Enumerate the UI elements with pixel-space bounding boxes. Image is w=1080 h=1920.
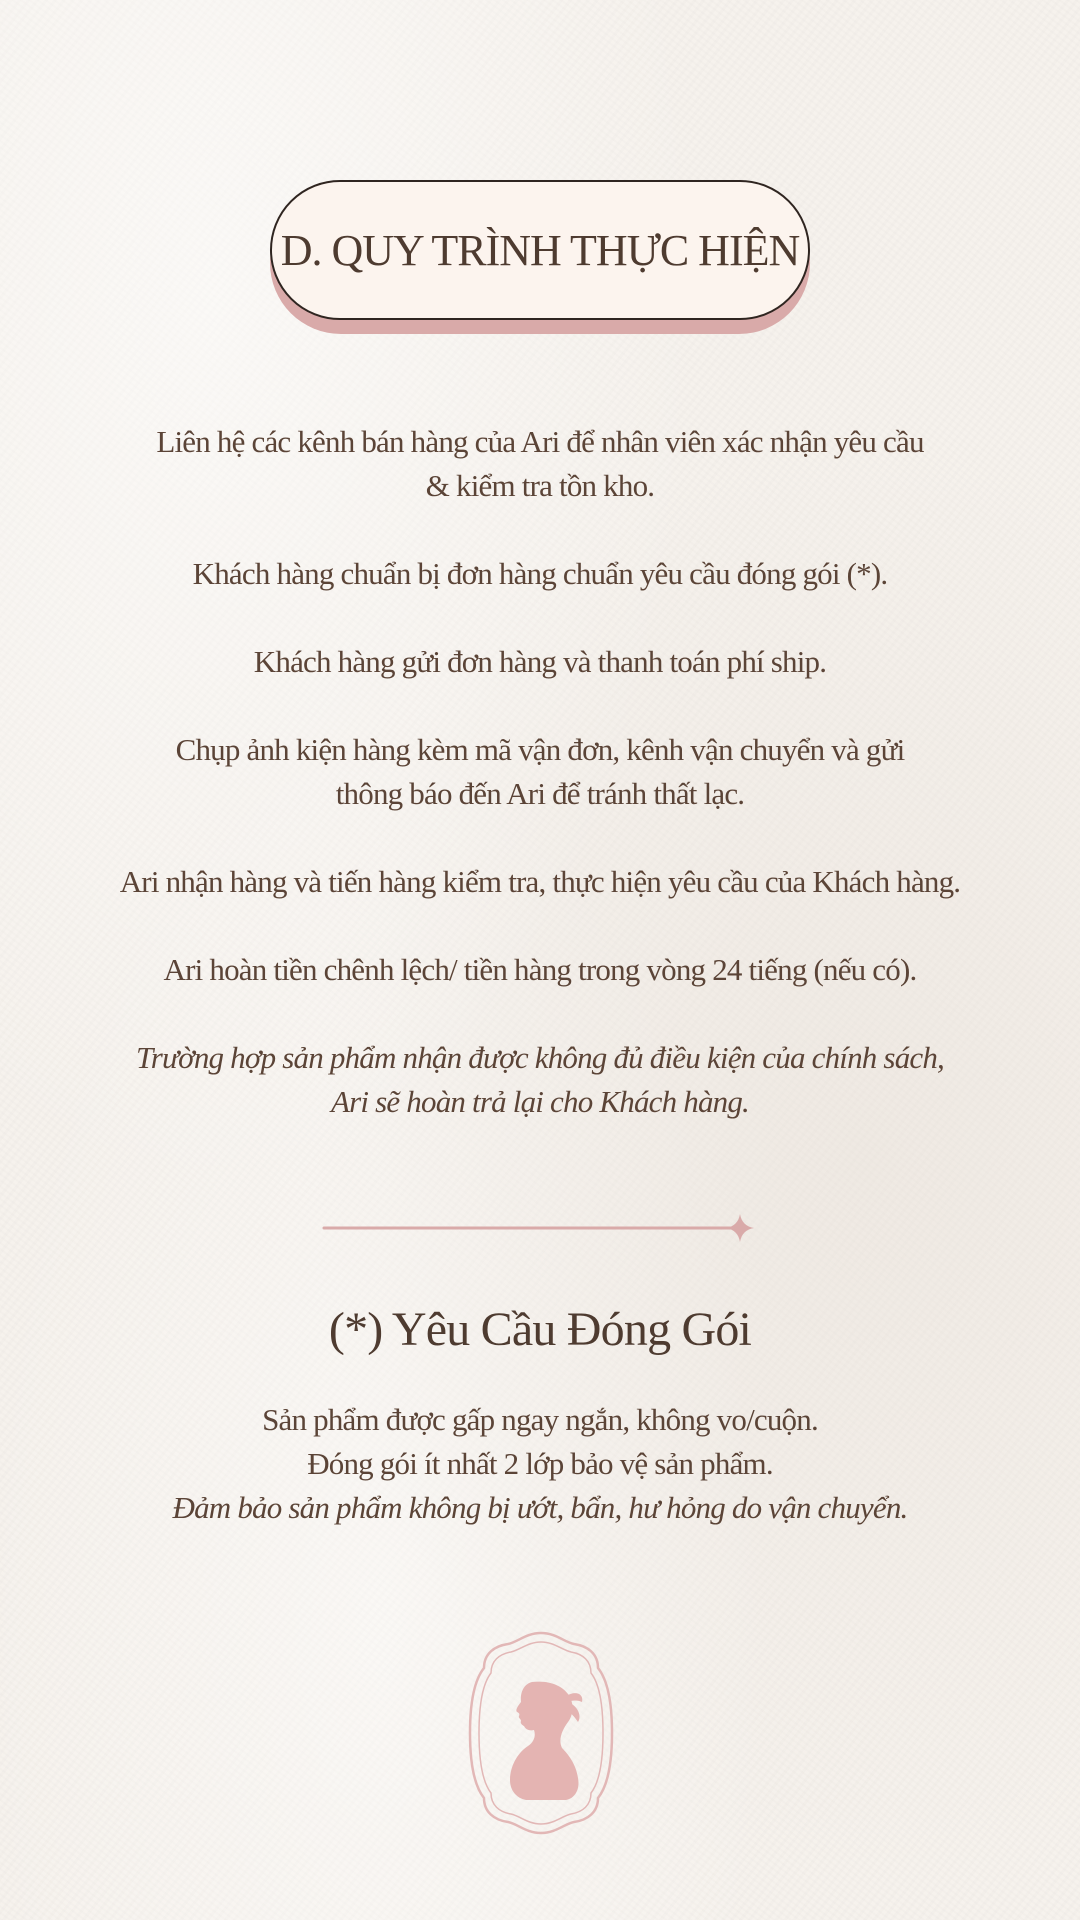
step-4 xyxy=(60,728,1020,816)
step-note-line-2: Ari sẽ hoàn trả lại cho Khách hàng. xyxy=(330,1084,750,1119)
step-6 xyxy=(60,948,1020,992)
requirement-item-2: Đóng gói ít nhất 2 lớp bảo vệ sản phẩm. xyxy=(307,1446,773,1481)
step-3-line-1: Khách hàng gửi đơn hàng và thanh toán phí ship. xyxy=(253,644,827,679)
step-3 xyxy=(60,640,1020,684)
page-title: D. QUY TRÌNH THỰC HIỆN xyxy=(280,225,800,275)
requirement-item-3: Đảm bảo sản phẩm không bị ướt, bẩn, hư hỏng do vận chuyển. xyxy=(172,1490,908,1525)
step-note-line-1: Trường hợp sản phẩm nhận được không đủ điều kiện của chính sách, xyxy=(135,1040,945,1075)
step-1-line-1: Liên hệ các kênh bán hàng của Ari để nhân viên xác nhận yêu cầu xyxy=(156,424,924,459)
process-steps xyxy=(60,420,1020,1168)
packaging-requirements-title: (*) Yêu Cầu Đóng Gói xyxy=(328,1303,752,1356)
step-5 xyxy=(60,860,1020,904)
step-2-line-1: Khách hàng chuẩn bị đơn hàng chuẩn yêu cầu đóng gói (*). xyxy=(192,556,888,591)
sparkle-divider-icon xyxy=(320,1208,760,1248)
step-4-line-1: Chụp ảnh kiện hàng kèm mã vận đơn, kênh vận chuyển và gửi xyxy=(175,732,905,767)
step-1 xyxy=(60,420,1020,508)
step-6-line-1: Ari hoàn tiền chênh lệch/ tiền hàng trong vòng 24 tiếng (nếu có). xyxy=(163,952,917,987)
step-1-line-2: & kiểm tra tồn kho. xyxy=(425,468,655,503)
title-pill xyxy=(270,180,810,320)
packaging-requirements-list xyxy=(60,1398,1020,1530)
requirement-item-1: Sản phẩm được gấp ngay ngắn, không vo/cuộn. xyxy=(262,1402,818,1437)
woman-silhouette-logo-icon xyxy=(466,1630,616,1836)
step-5-line-1: Ari nhận hàng và tiến hàng kiểm tra, thực hiện yêu cầu của Khách hàng. xyxy=(119,864,961,899)
step-note xyxy=(60,1036,1020,1124)
step-2 xyxy=(60,552,1020,596)
step-4-line-2: thông báo đến Ari để tránh thất lạc. xyxy=(335,776,745,811)
